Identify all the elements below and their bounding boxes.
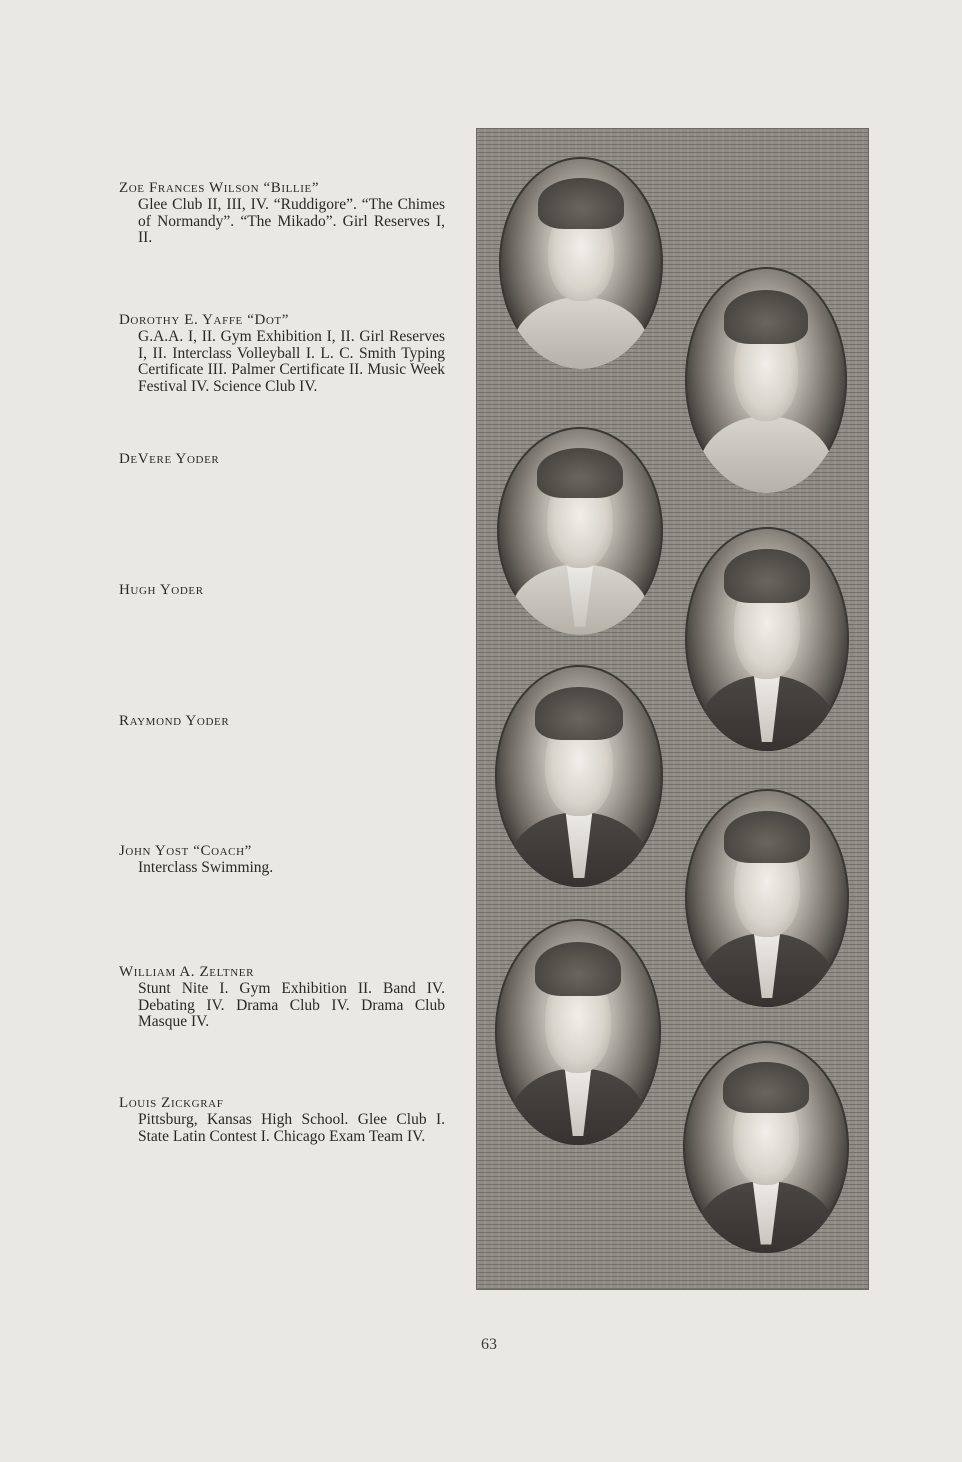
student-entry-yaffe	[119, 312, 445, 395]
portrait-photo	[497, 427, 663, 635]
student-activities: Interclass Swimming.	[138, 859, 274, 876]
student-entry-hugh-yoder	[119, 582, 445, 599]
student-entry-yost	[119, 843, 445, 877]
student-entry-zickgraf	[119, 1095, 445, 1145]
student-name: Raymond Yoder	[119, 713, 230, 729]
portrait-photo	[685, 789, 849, 1007]
student-activities: Pittsburg, Kansas High School. Glee Club I. State Latin Contest I. Chicago Exam Team IV.	[138, 1111, 445, 1145]
student-name: DeVere Yoder	[119, 451, 220, 467]
student-entry-devere-yoder	[119, 451, 445, 468]
portrait-photo	[495, 665, 663, 887]
student-name: William A. Zeltner	[119, 964, 255, 980]
student-name: John Yost “Coach”	[119, 843, 252, 859]
portrait-photo	[499, 157, 663, 369]
student-name: Zoe Frances Wilson “Billie”	[119, 180, 320, 196]
portrait-photo	[495, 919, 661, 1145]
student-entry-zeltner	[119, 964, 445, 1031]
page-number: 63	[481, 1336, 497, 1353]
portrait-photo	[685, 527, 849, 751]
student-entry-wilson	[119, 180, 445, 247]
student-name: Hugh Yoder	[119, 582, 204, 598]
student-entry-raymond-yoder	[119, 713, 445, 730]
student-name: Louis Zickgraf	[119, 1095, 224, 1111]
photo-strip	[476, 128, 869, 1290]
student-activities: Glee Club II, III, IV. “Ruddigore”. “The Chimes of Normandy”. “The Mikado”. Girl Reserves I, II.	[138, 196, 445, 247]
student-activities: Stunt Nite I. Gym Exhibition II. Band IV. Debating IV. Drama Club IV. Drama Club Masque IV.	[138, 980, 445, 1031]
student-activities: G.A.A. I, II. Gym Exhibition I, II. Girl Reserves I, II. Interclass Volleyball I. L. C. Smith Typing Certificate III. Palmer Certificate II. Music Week Festival IV. Science Club IV.	[138, 328, 445, 395]
student-name: Dorothy E. Yaffe “Dot”	[119, 312, 290, 328]
portrait-photo	[683, 1041, 849, 1253]
portrait-photo	[685, 267, 847, 493]
